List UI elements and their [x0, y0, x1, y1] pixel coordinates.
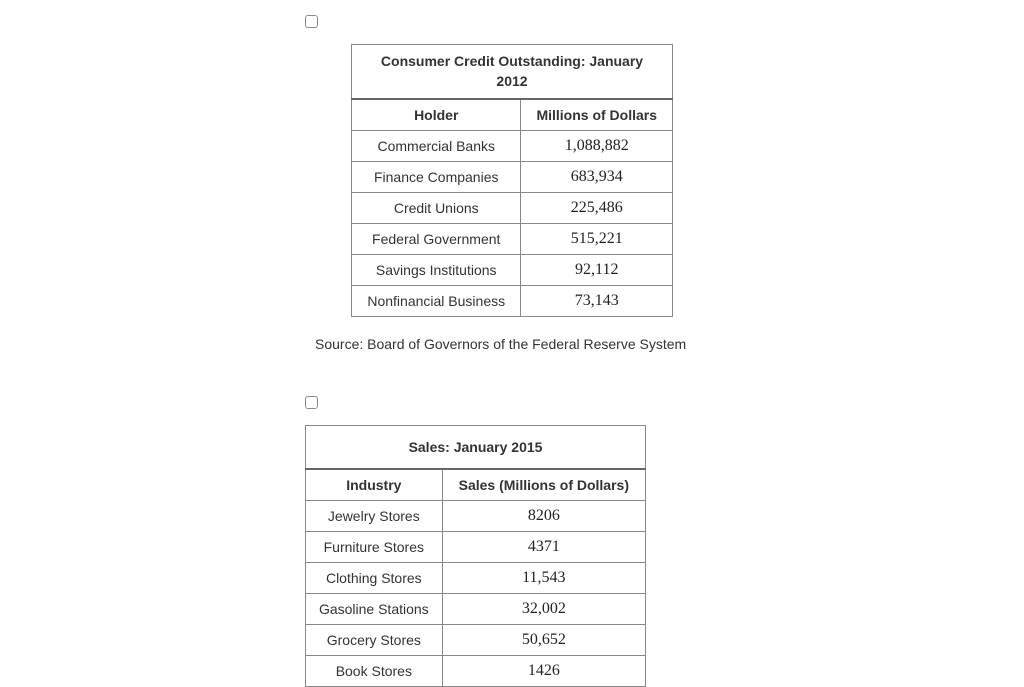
table-row [352, 224, 673, 255]
table-caption: Sales: January 2015 [306, 426, 646, 470]
table-row [352, 255, 673, 286]
value-cell: 4371 [442, 532, 645, 563]
table-row [352, 162, 673, 193]
holder-cell: Savings Institutions [352, 255, 521, 286]
value-cell: 1426 [442, 656, 645, 687]
column-header-holder: Holder [352, 99, 521, 131]
value-cell: 8206 [442, 501, 645, 532]
column-header-sales: Sales (Millions of Dollars) [442, 469, 645, 501]
value-cell: 225,486 [521, 193, 673, 224]
table-row [352, 286, 673, 317]
table-row [306, 625, 646, 656]
table-row [352, 131, 673, 162]
answer-checkbox-1[interactable] [305, 15, 318, 28]
value-cell: 32,002 [442, 594, 645, 625]
value-cell: 683,934 [521, 162, 673, 193]
consumer-credit-table [351, 44, 673, 317]
sales-table [305, 425, 646, 687]
industry-cell: Book Stores [306, 656, 443, 687]
industry-cell: Grocery Stores [306, 625, 443, 656]
holder-cell: Finance Companies [352, 162, 521, 193]
industry-cell: Jewelry Stores [306, 501, 443, 532]
source-note: Source: Board of Governors of the Federal Reserve System [315, 336, 687, 352]
answer-checkbox-2[interactable] [305, 396, 318, 409]
table-row [306, 656, 646, 687]
value-cell: 73,143 [521, 286, 673, 317]
column-header-industry: Industry [306, 469, 443, 501]
column-header-millions: Millions of Dollars [521, 99, 673, 131]
value-cell: 92,112 [521, 255, 673, 286]
table-row [306, 501, 646, 532]
holder-cell: Credit Unions [352, 193, 521, 224]
industry-cell: Furniture Stores [306, 532, 443, 563]
value-cell: 1,088,882 [521, 131, 673, 162]
holder-cell: Commercial Banks [352, 131, 521, 162]
holder-cell: Nonfinancial Business [352, 286, 521, 317]
table-row [306, 532, 646, 563]
value-cell: 11,543 [442, 563, 645, 594]
value-cell: 515,221 [521, 224, 673, 255]
table-caption: Consumer Credit Outstanding: January 2012 [352, 45, 673, 100]
table-row [306, 563, 646, 594]
table-row [306, 594, 646, 625]
table-row [352, 193, 673, 224]
holder-cell: Federal Government [352, 224, 521, 255]
industry-cell: Gasoline Stations [306, 594, 443, 625]
value-cell: 50,652 [442, 625, 645, 656]
industry-cell: Clothing Stores [306, 563, 443, 594]
